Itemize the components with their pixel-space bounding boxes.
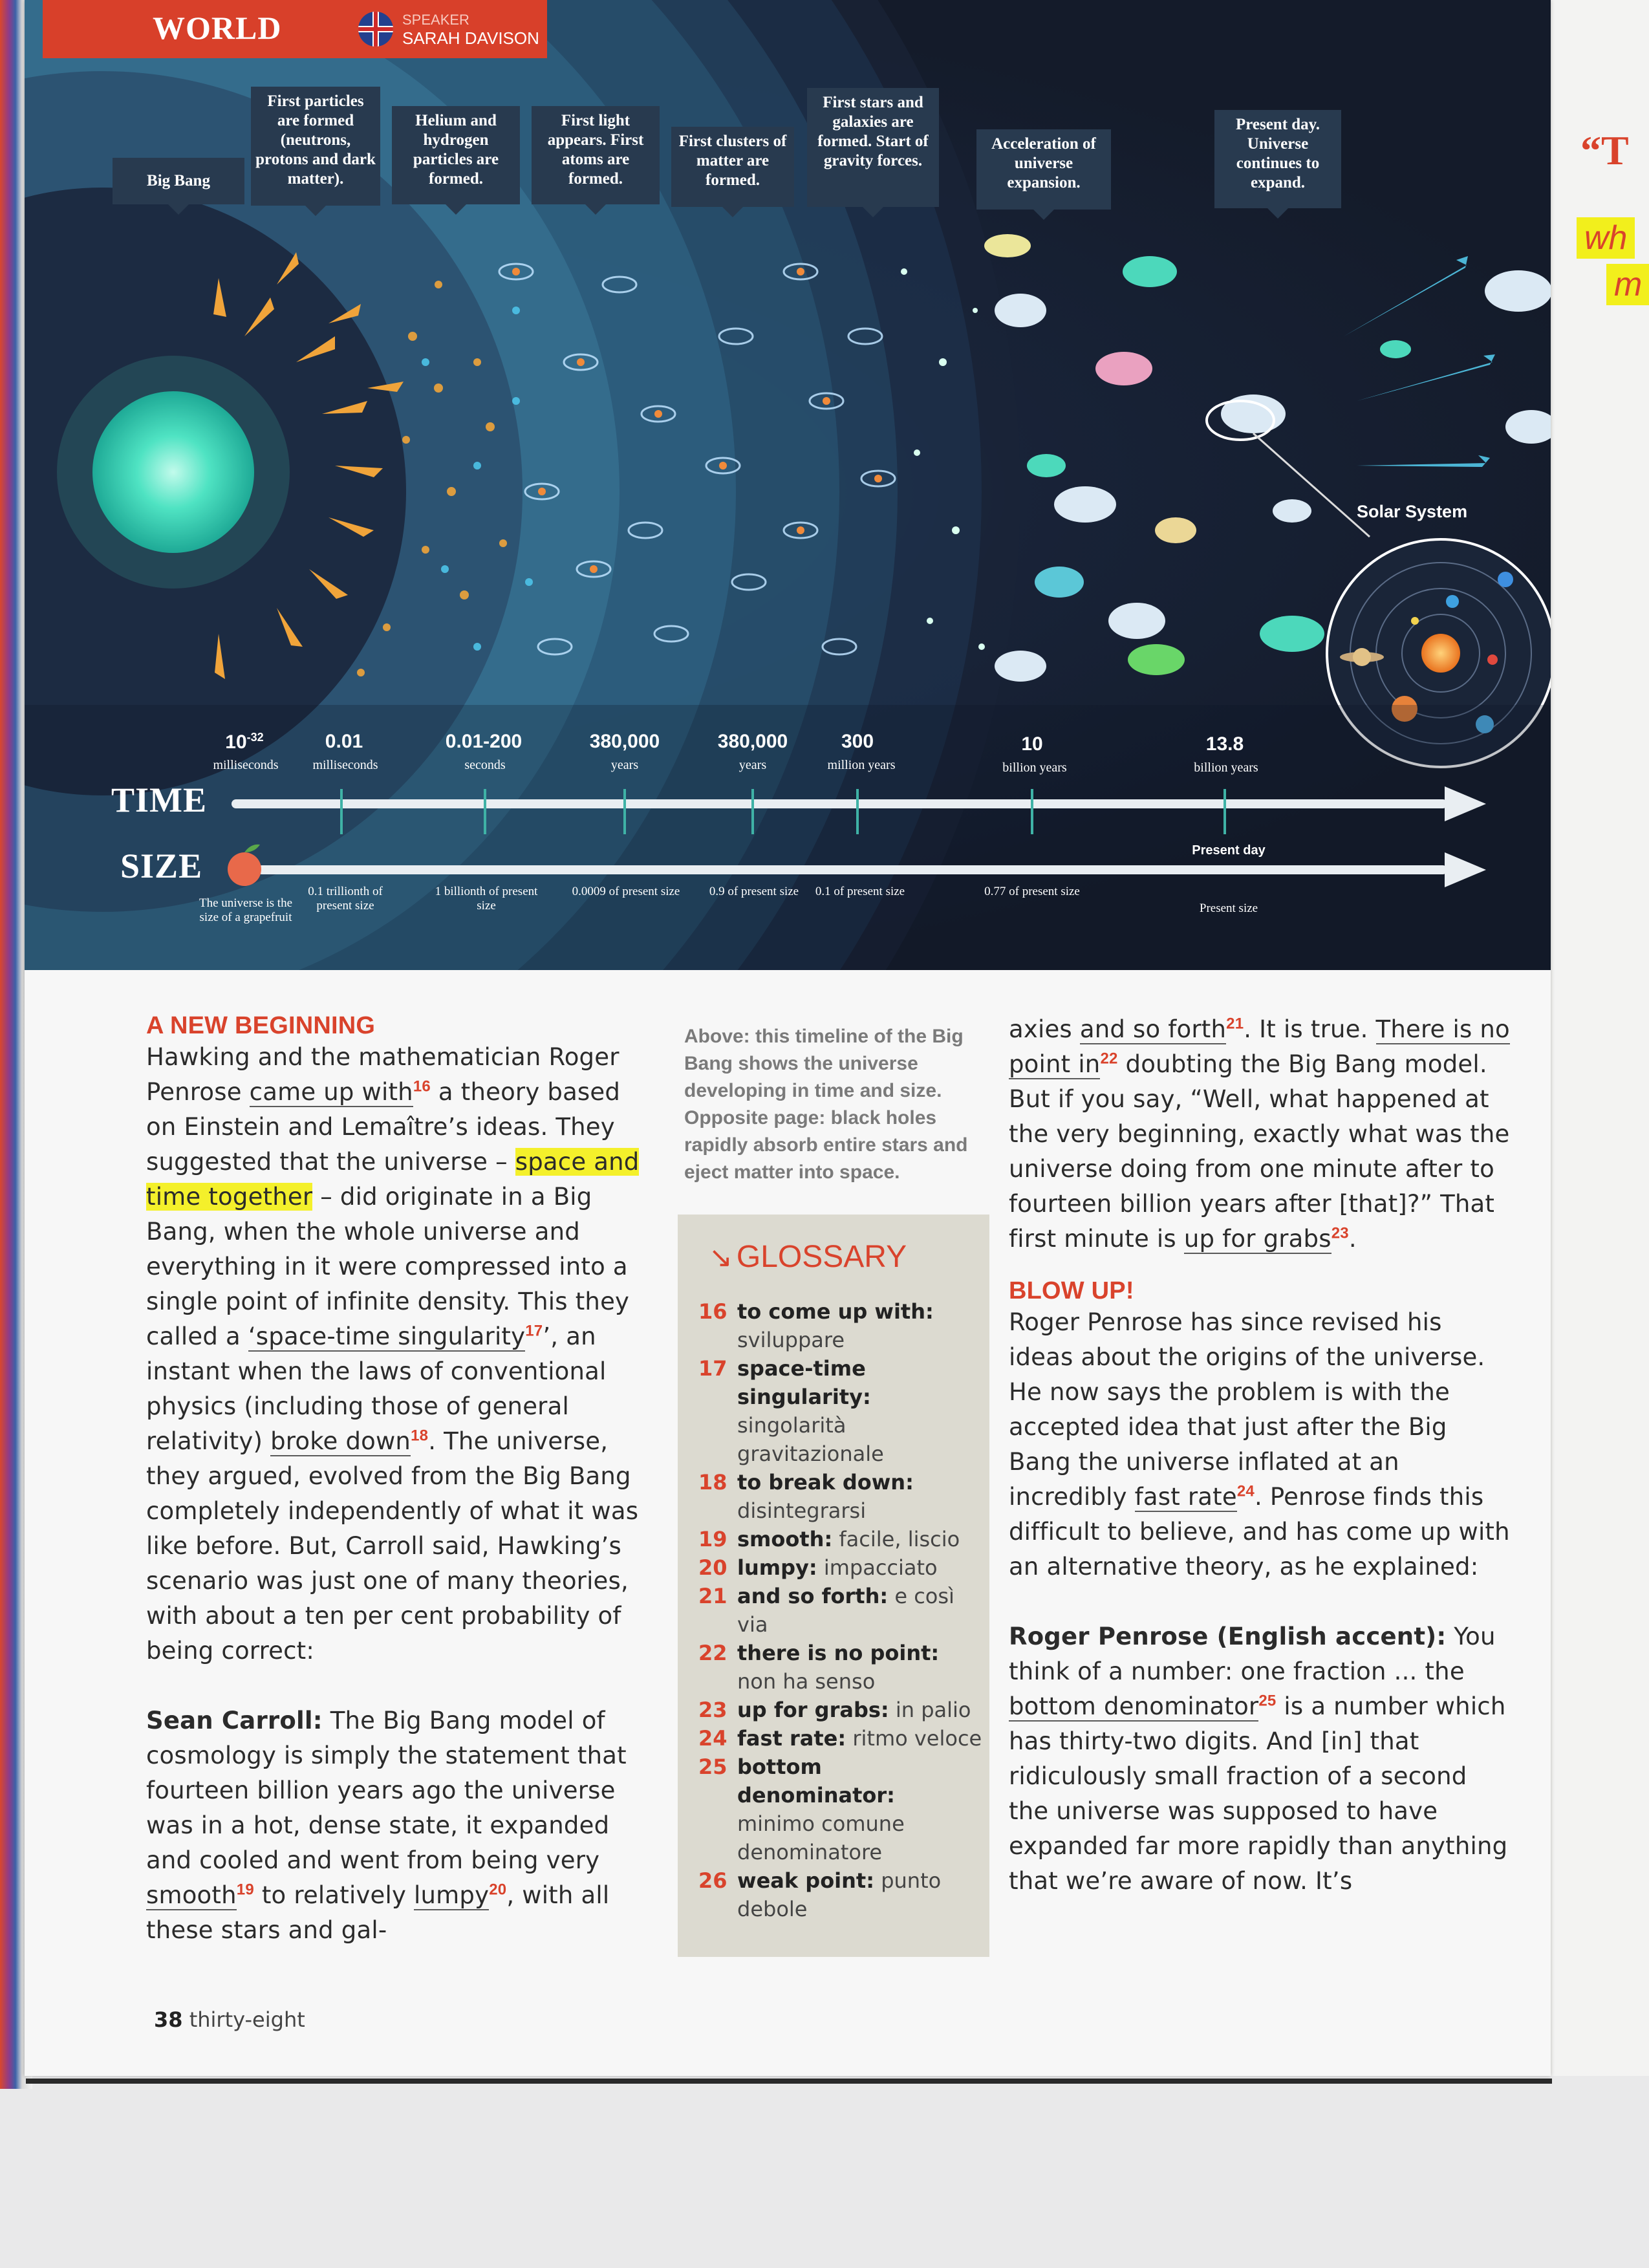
stage-label-0: Big Bang	[113, 158, 244, 204]
stage-label-4: First clusters of matter are formed.	[671, 127, 794, 207]
solar-system-label: Solar System	[1357, 502, 1468, 521]
big-bang-infographic	[25, 0, 1551, 970]
time-value-6: 10	[1021, 733, 1043, 755]
size-note-7: Present size	[1199, 902, 1258, 915]
glossary-title: ↘ GLOSSARY	[709, 1240, 907, 1274]
time-value-1: 0.01	[325, 731, 363, 752]
glossary-item: 19 smooth: facile, liscio	[698, 1527, 960, 1551]
stage-label-7: Present day. Universe continues to expand.	[1214, 110, 1341, 208]
section-heading-new-beginning: A NEW BEGINNING	[146, 1012, 376, 1039]
size-note-4: 0.9 of present size	[709, 885, 799, 898]
stage-label-5: First stars and galaxies are formed. Start of gravity forces.	[807, 88, 939, 207]
size-note-3: 0.0009 of present size	[572, 885, 680, 898]
stage-label-1: First particles are formed (neutrons, protons and dark matter).	[251, 87, 380, 206]
stage-label-2: Helium and hydrogen particles are formed.	[392, 106, 520, 204]
time-value-7: 13.8	[1205, 733, 1244, 755]
timeline-axes	[25, 0, 1551, 970]
glossary-item: 24 fast rate: ritmo veloce	[698, 1726, 982, 1751]
time-unit-6: billion years	[1002, 761, 1067, 775]
size-note-1: 0.1 trillionth of present size	[308, 885, 383, 913]
time-unit-7: billion years	[1194, 761, 1258, 775]
time-unit-3: years	[610, 758, 639, 772]
paragraph-continuation: axies and so forth$^{21}$. It is true. There is no point $in^{22}$ doubting the Big Bang model. But if you say, “Well, what happened at the very beginning, exactly what was the universe doing from one minute after to fourteen billion years after [that]?” That first minute is up for grabs$^{23}$.	[1009, 1015, 1510, 1253]
facing-page	[1551, 0, 1649, 2076]
present-day-label: Present day	[1192, 843, 1266, 858]
glossary-item: 22 there is no point: non ha senso	[698, 1641, 940, 1694]
article-column-3	[1009, 1012, 1513, 1899]
paragraph-penrose-revised: Roger Penrose has since revised his ideas about the origins of the universe. He now says the problem is with the accepted idea that just after the Big Bang the universe inflated at an incredibly fast rate$^{24}$. Penrose finds this difficult to believe, and has come up with an alternative theory, as he explained:	[1009, 1308, 1510, 1581]
time-unit-0: milliseconds	[213, 758, 279, 772]
time-unit-1: milliseconds	[312, 758, 378, 772]
size-note-0: The universe is the size of a grapefruit	[199, 896, 293, 924]
glossary-item: 18 to break down: disintegrarsi	[698, 1470, 914, 1523]
glossary-item: 23 up for grabs: in palio	[698, 1698, 971, 1722]
glossary-item: 25 bottom denominator: minimo comune denominatore	[698, 1755, 905, 1864]
time-value-3: 380,000	[589, 731, 660, 752]
speaker-name: SARAH DAVISON	[402, 28, 539, 48]
time-unit-5: million years	[827, 758, 896, 772]
glossary-box	[678, 1215, 989, 1957]
article-column-1	[146, 1012, 644, 1948]
glossary-item: 16 to come up with: sviluppare	[698, 1299, 934, 1352]
infographic-caption: Above: this timeline of the Big Bang shows the universe developing in time and size. Opposite page: black holes rapidly absorb entire stars and eject matter into space.	[684, 1026, 968, 1183]
arrow-down-right-icon: ↘	[709, 1242, 733, 1273]
glossary-item: 20 lumpy: impacciato	[698, 1555, 938, 1580]
size-axis-label: SIZE	[120, 847, 203, 885]
time-axis-label: TIME	[111, 781, 208, 819]
size-note-5: 0.1 of present size	[815, 885, 905, 898]
time-value-5: 300	[841, 731, 874, 752]
time-unit-2: seconds	[464, 758, 506, 772]
size-note-6: 0.77 of present size	[984, 885, 1080, 898]
facing-quote-mark: “T	[1580, 127, 1629, 173]
time-value-0: $10^{-32}$	[225, 731, 264, 753]
highlighted-phrase: space and time together	[146, 1148, 640, 1211]
magazine-page	[25, 0, 1551, 2076]
glossary-item: 21 and so forth: e così via	[698, 1584, 954, 1637]
page-number: 38 thirty-eight	[154, 2007, 305, 2032]
paragraph-penrose-quote: Roger Penrose (English accent): You think of a number: one fraction ... the bottom denominator$^{25}$ is a number which has thirty-two digits. And [in] that ridiculously small fraction of a second the universe was supposed to have expanded far more rapidly than anything that we’re aware of now. It’s	[1009, 1623, 1508, 1895]
stage-label-3: First light appears. First atoms are formed.	[532, 106, 660, 204]
glossary-list	[698, 1297, 983, 1923]
paragraph-hawking: Hawking and the mathematician Roger Penrose came up with$^{16}$ a theory based on Einstein and Lemaître’s ideas. They suggested that the universe – space and time together – did originate in a Big Bang, when the whole universe and everything in it were compressed into a single point of infinite density. This they called a ‘space-time singularity$^{17}$’, an instant when the laws of conventional physics (including those of general relativity) broke down$^{18}$. The universe, they argued, evolved from the Big Bang completely independently of what it was like before. But, Carroll said, Hawking’s scenario was just one of many theories, with about a ten per cent probability of being correct:	[146, 1043, 640, 1665]
time-value-4: 380,000	[717, 731, 788, 752]
time-value-2: 0.01-200	[445, 731, 523, 752]
speaker-label: SPEAKER	[402, 12, 469, 28]
section-heading-blow-up: BLOW UP!	[1009, 1277, 1134, 1304]
glossary-item: 17 space-time singularity: singolarità gravitazionale	[698, 1356, 884, 1466]
page-bottom-edge	[26, 2079, 1552, 2084]
size-note-2: 1 billionth of present size	[435, 885, 538, 913]
paragraph-carroll: Sean Carroll: The Big Bang model of cosmology is simply the statement that fourteen billion years ago the universe was in a hot, dense state, it expanded and cooled and went from being very smooth$^{19}$ to relatively lumpy$^{20}$, with all these stars and gal-	[146, 1707, 627, 1944]
facing-highlight-2: m	[1606, 264, 1649, 305]
glossary-item: 26 weak point: punto debole	[698, 1868, 942, 1921]
time-unit-4: years	[738, 758, 767, 772]
section-title: WORLD	[153, 10, 282, 46]
stage-label-6: Acceleration of universe expansion.	[976, 129, 1111, 210]
facing-highlight-1: wh	[1577, 217, 1635, 259]
